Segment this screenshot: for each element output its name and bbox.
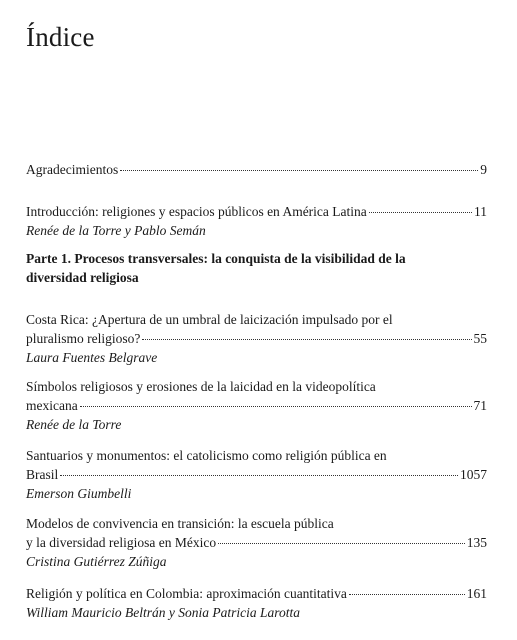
toc-entry-author: Cristina Gutiérrez Zúñiga [26, 554, 167, 569]
dot-leader [142, 339, 471, 340]
toc-entry-title-cont: Brasil [26, 467, 59, 482]
toc-entry-title: Símbolos religiosos y erosiones de la laicidad en la videopolítica [26, 379, 376, 394]
part-heading [26, 249, 487, 287]
toc-page-number: 1057 [460, 467, 487, 482]
toc-entry-author: Renée de la Torre [26, 417, 122, 432]
part-heading-line: diversidad religiosa [26, 270, 139, 285]
toc-entry-title: Costa Rica: ¿Apertura de un umbral de laicización impulsado por el [26, 312, 393, 327]
dot-leader [60, 475, 458, 476]
toc-page-number: 135 [466, 535, 487, 550]
toc-entry-title: Santuarios y monumentos: el catolicismo como religión pública en [26, 448, 387, 463]
toc-entry-title-cont: pluralismo religioso? [26, 331, 141, 346]
toc-page-number: 55 [473, 331, 487, 346]
toc-entry-simbolos [26, 377, 487, 434]
toc-entry-title: Introducción: religiones y espacios públicos en América Latina [26, 204, 367, 219]
page-title: Índice [26, 22, 95, 52]
toc-entry-title-cont: mexicana [26, 398, 78, 413]
toc-entry-author: Emerson Giumbelli [26, 486, 132, 501]
toc-page-number: 9 [480, 162, 487, 177]
toc-entry-author: Renée de la Torre y Pablo Semán [26, 223, 206, 238]
dot-leader [80, 406, 472, 407]
toc-page-number: 11 [474, 204, 487, 219]
toc-entry-santuarios [26, 446, 487, 503]
toc-entry-introduccion [26, 202, 487, 240]
toc-entry-religion-politica [26, 584, 487, 622]
toc-entry-author: Laura Fuentes Belgrave [26, 350, 158, 365]
dot-leader [369, 212, 472, 213]
toc-entry-title: Religión y política en Colombia: aproximación cuantitativa [26, 586, 347, 601]
dot-leader [349, 594, 465, 595]
toc-entry-title: Agradecimientos [26, 162, 119, 177]
toc-entry-title: Modelos de convivencia en transición: la escuela pública [26, 516, 334, 531]
part-heading-line: Parte 1. Procesos transversales: la conquista de la visibilidad de la [26, 251, 406, 266]
toc-entry-agradecimientos [26, 160, 487, 179]
toc-entry-modelos [26, 514, 487, 571]
toc-entry-title-cont: y la diversidad religiosa en México [26, 535, 217, 550]
dot-leader [120, 170, 478, 171]
toc-entry-author: William Mauricio Beltrán y Sonia Patricia Larotta [26, 605, 300, 620]
toc-page-number: 161 [466, 586, 487, 601]
toc-entry-costa-rica [26, 310, 487, 367]
toc-page-number: 71 [473, 398, 487, 413]
dot-leader [218, 543, 465, 544]
